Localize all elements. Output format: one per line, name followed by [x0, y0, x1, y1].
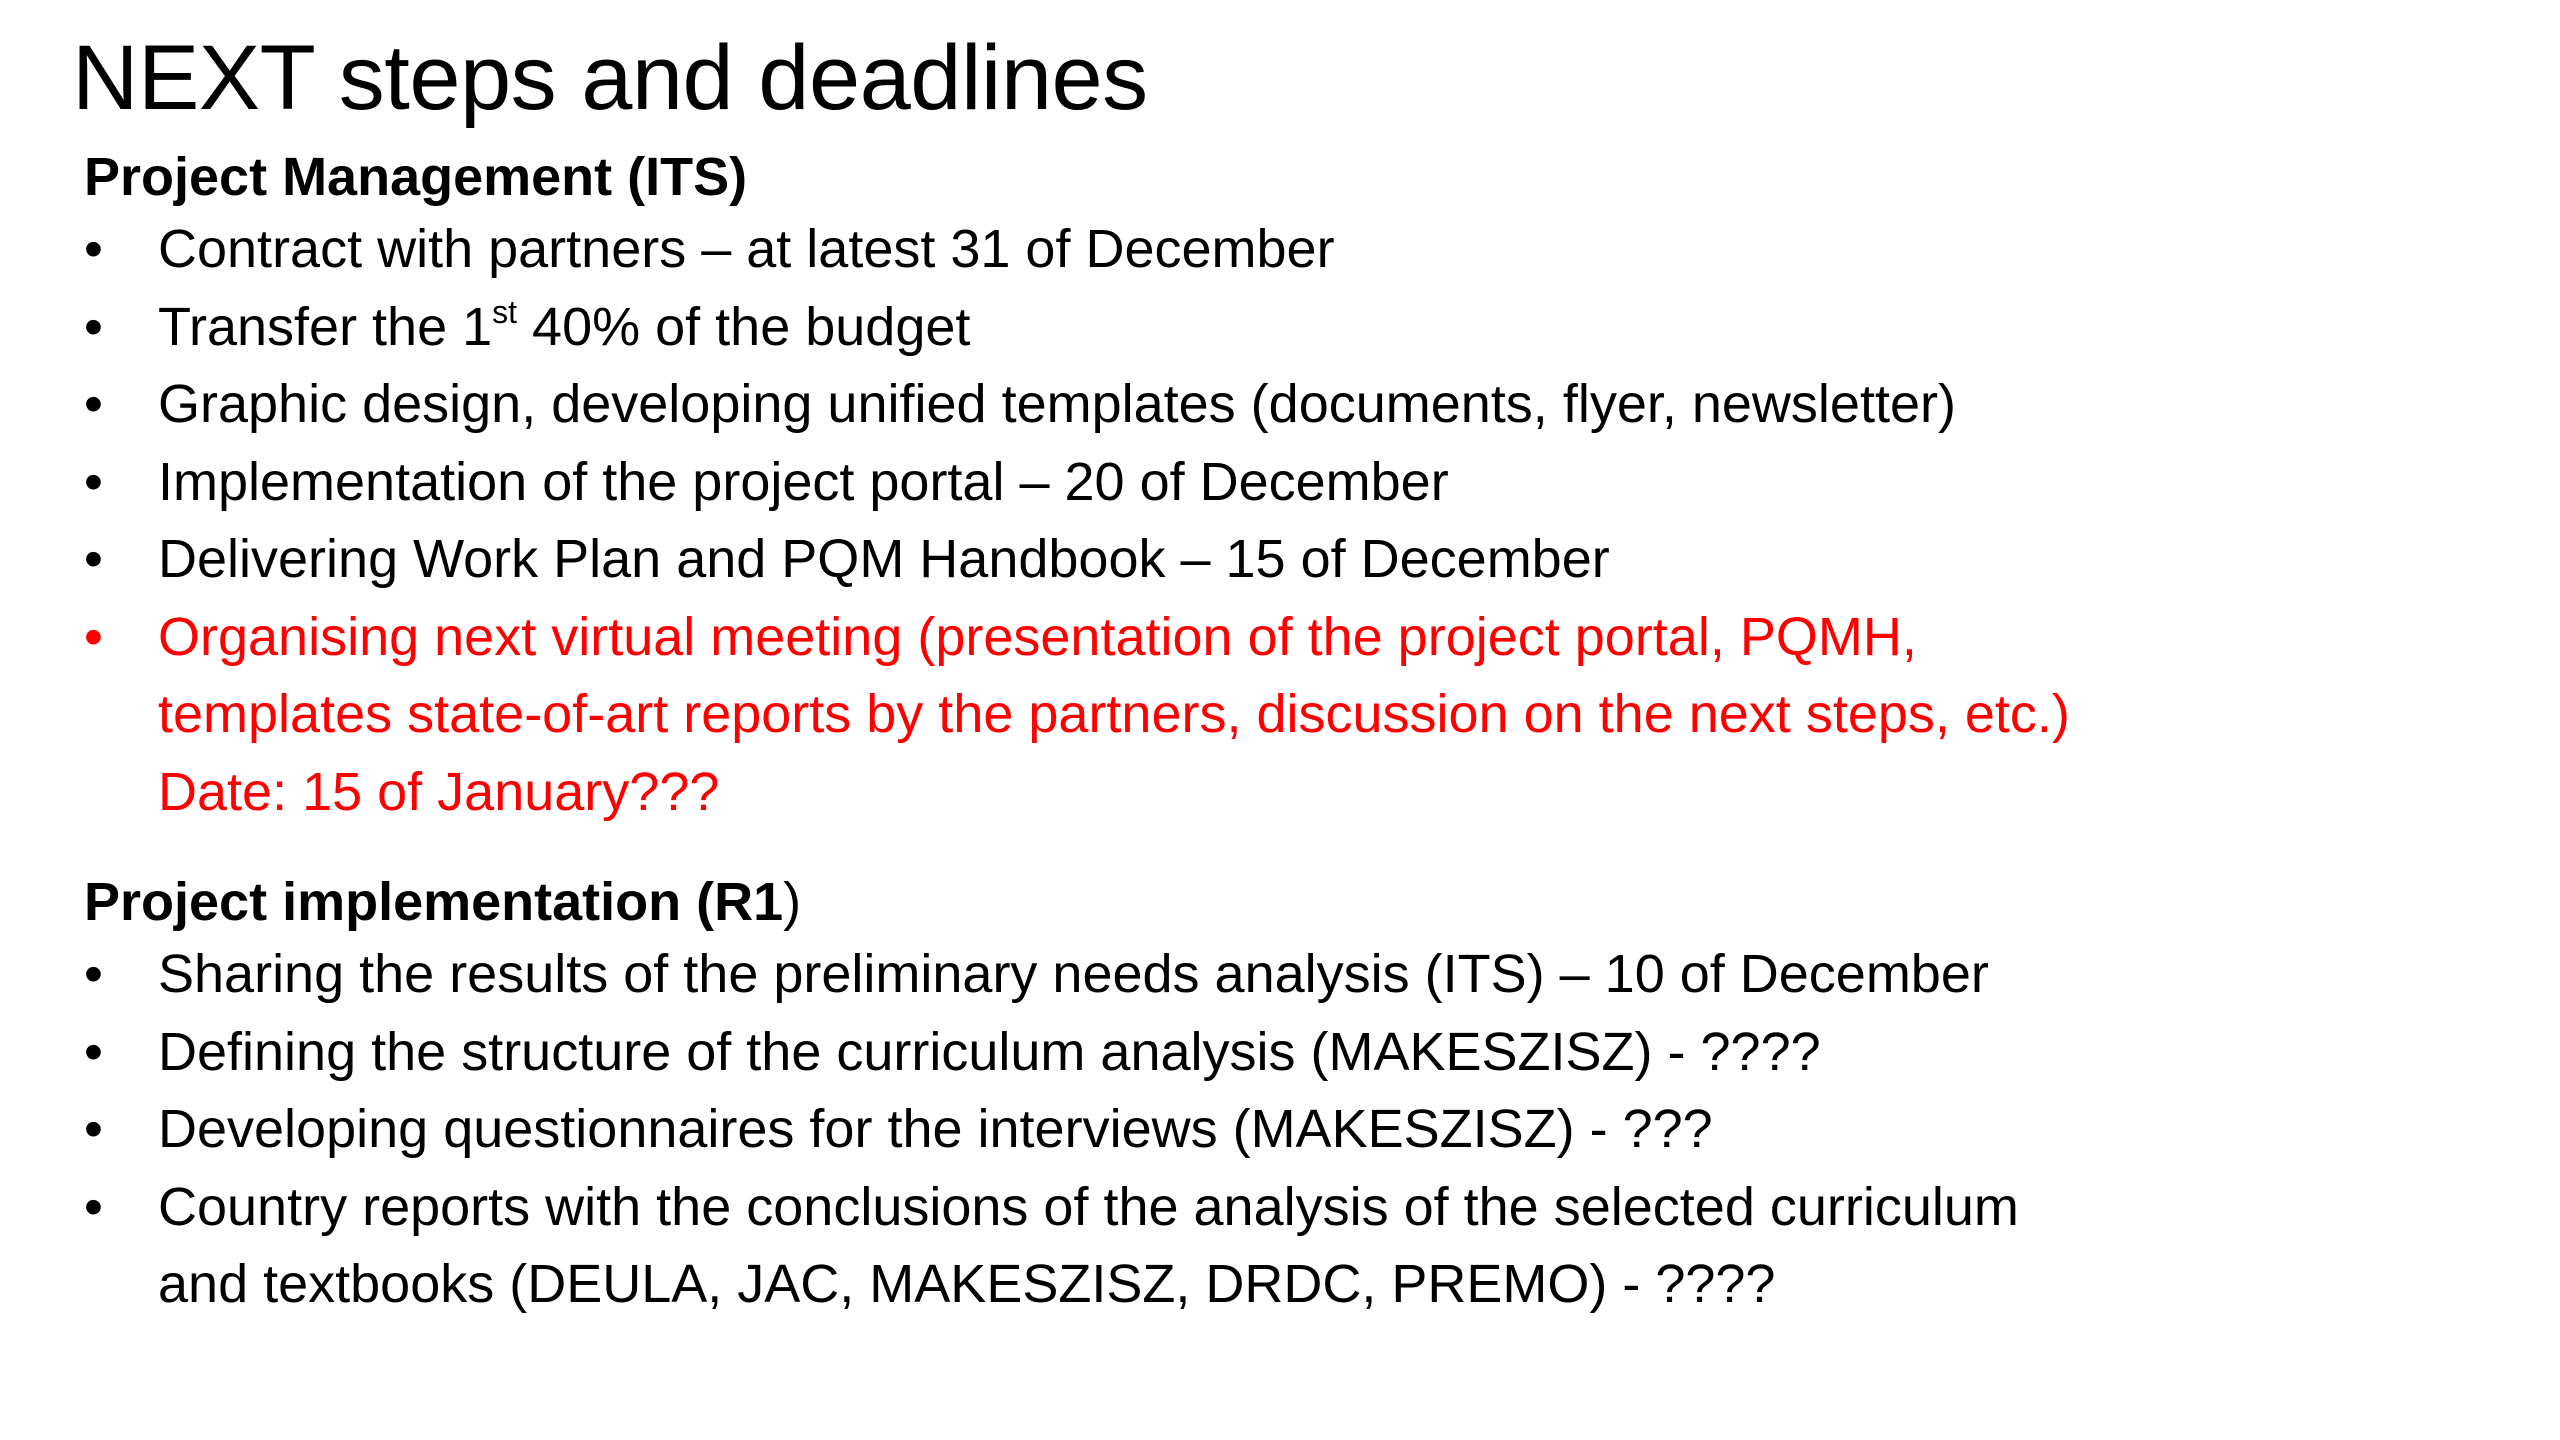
list-item-text: Contract with partners – at latest 31 of December — [158, 219, 1335, 279]
list-item-text-start: Transfer the 1 — [158, 296, 493, 357]
list-item — [84, 444, 2464, 522]
bullet-icon: • — [84, 529, 103, 589]
bullet-icon: • — [84, 374, 103, 434]
list-item-highlighted — [84, 599, 2464, 832]
list-item-text: Graphic design, developing unified templates (documents, flyer, newsletter) — [158, 374, 1956, 434]
section-heading — [84, 868, 2464, 936]
ordinal-superscript: st — [492, 293, 518, 330]
bullet-icon: • — [84, 1021, 103, 1082]
section-heading-text: Project implementation (R1 — [84, 872, 784, 932]
list-item-text: Sharing the results of the preliminary needs analysis (ITS) – 10 of December — [158, 944, 1989, 1004]
list-item — [84, 1169, 2464, 1324]
list-item — [84, 366, 2464, 444]
list-item — [84, 1014, 2464, 1092]
section-project-management — [84, 143, 2464, 831]
bullet-icon: • — [84, 944, 103, 1004]
list-item — [84, 211, 2464, 289]
bullet-icon: • — [84, 1099, 103, 1159]
bullet-list — [84, 211, 2464, 831]
bullet-icon: • — [84, 451, 103, 512]
section-project-implementation — [84, 868, 2464, 1324]
list-item — [84, 936, 2464, 1014]
bullet-list — [84, 936, 2464, 1324]
list-item — [84, 521, 2464, 599]
list-item-line: Organising next virtual meeting (presentation of the project portal, PQMH, — [158, 606, 1917, 667]
slide-title: NEXT steps and deadlines — [72, 27, 1148, 129]
list-item-text: Delivering Work Plan and PQM Handbook – 15 of December — [158, 529, 1610, 589]
list-item-line: and textbooks (DEULA, JAC, MAKESZISZ, DRDC, PREMO) - ???? — [158, 1254, 1776, 1314]
list-item-line: templates state-of-art reports by the partners, discussion on the next steps, etc.) — [158, 684, 2070, 744]
list-item-text: Developing questionnaires for the interviews (MAKESZISZ) - ??? — [158, 1099, 1713, 1159]
bullet-icon: • — [84, 296, 103, 357]
list-item-line: Country reports with the conclusions of the analysis of the selected curriculum — [158, 1176, 2019, 1237]
bullet-icon: • — [84, 219, 103, 279]
bullet-icon: • — [84, 606, 103, 667]
list-item — [84, 1091, 2464, 1169]
list-item-text: Implementation of the project portal – 20 of December — [158, 451, 1449, 512]
list-item — [84, 289, 2464, 367]
list-item-text-end: 40% of the budget — [517, 296, 971, 357]
bullet-icon: • — [84, 1176, 103, 1237]
list-item-text: Defining the structure of the curriculum analysis (MAKESZISZ) - ???? — [158, 1021, 1821, 1082]
list-item-line: Date: 15 of January??? — [158, 761, 720, 822]
section-heading-close: ) — [783, 872, 802, 932]
section-heading: Project Management (ITS) — [84, 147, 748, 207]
